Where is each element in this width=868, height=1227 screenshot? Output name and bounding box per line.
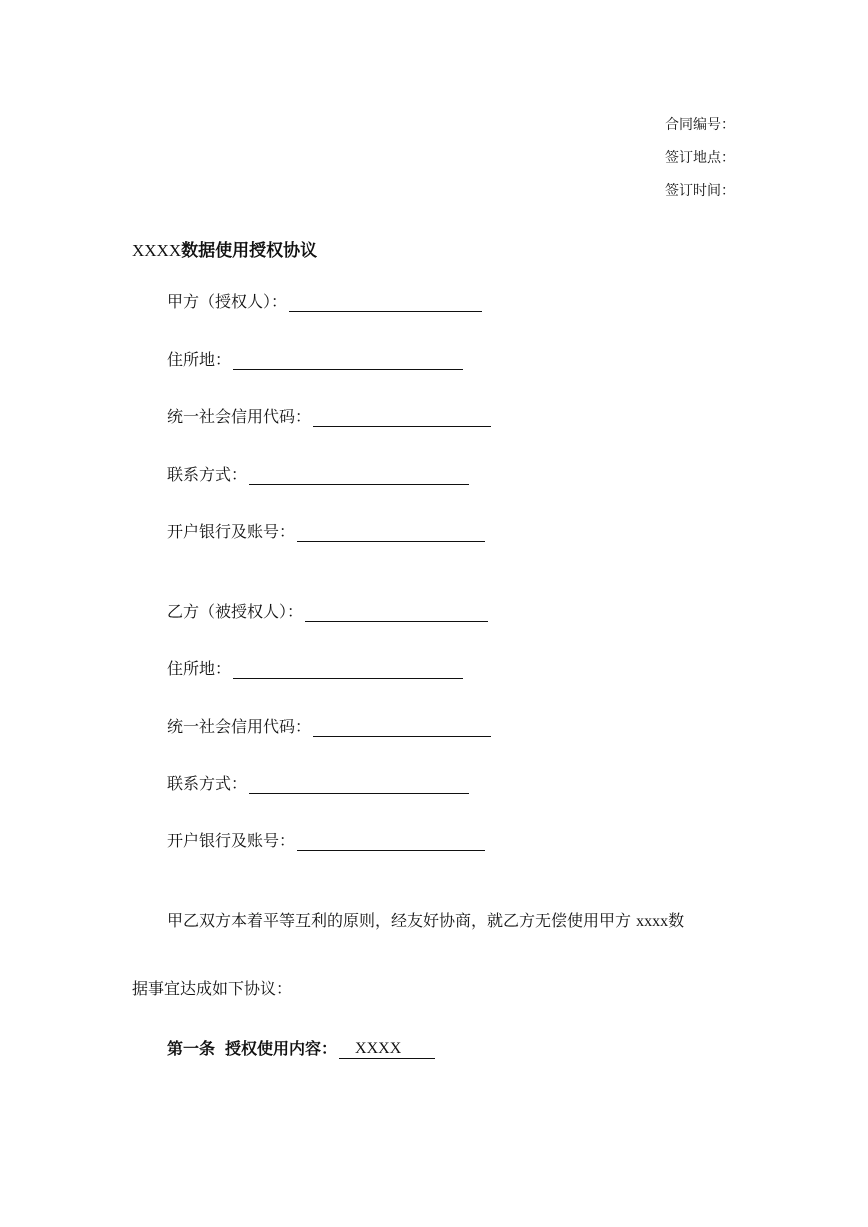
preamble-line-1-latin: xxxx	[636, 913, 669, 930]
party-b-address-field	[167, 659, 463, 679]
sign-place-label: 签订地点：	[665, 150, 735, 166]
party-b-name-blank[interactable]	[305, 604, 488, 622]
party-a-address-label: 住所地：	[167, 350, 232, 369]
article-1-label: 授权使用内容：	[225, 1039, 338, 1058]
article-1-value[interactable]: XXXX	[339, 1039, 435, 1059]
party-b-bank-label: 开户银行及账号：	[167, 831, 296, 850]
preamble-line-1	[167, 911, 684, 932]
preamble-line-1-end: 数	[668, 911, 685, 930]
party-b-address-blank[interactable]	[233, 661, 463, 679]
party-b-bank-blank[interactable]	[297, 833, 485, 851]
party-b-bank-field	[167, 831, 485, 851]
party-b-address-label: 住所地：	[167, 659, 232, 678]
party-a-name-blank[interactable]	[289, 294, 482, 312]
party-b-credit-code-field	[167, 717, 491, 737]
party-b-name-label: 乙方（被授权人）：	[167, 602, 304, 621]
sign-time-label: 签订时间：	[665, 183, 735, 199]
title-text: 数据使用授权协议	[181, 241, 318, 261]
preamble-line-2: 据事宜达成如下协议：	[132, 979, 293, 998]
contract-number-label: 合同编号：	[665, 117, 735, 133]
party-a-address-field	[167, 350, 463, 370]
party-a-bank-blank[interactable]	[297, 524, 485, 542]
party-b-credit-code-label: 统一社会信用代码：	[167, 717, 312, 736]
party-a-credit-code-label: 统一社会信用代码：	[167, 407, 312, 426]
party-b-contact-label: 联系方式：	[167, 774, 248, 793]
title-prefix: XXXX	[132, 241, 182, 260]
document-title	[132, 236, 317, 261]
party-b-contact-blank[interactable]	[249, 776, 469, 794]
preamble-line-1-text: 甲乙双方本着平等互利的原则，经友好协商，就乙方无偿使用甲方	[167, 911, 632, 930]
party-a-name-field	[167, 292, 482, 312]
article-1-number: 第一条	[167, 1039, 216, 1058]
party-a-contact-field	[167, 465, 469, 485]
party-a-address-blank[interactable]	[233, 352, 463, 370]
party-a-name-label: 甲方（授权人）：	[167, 292, 288, 311]
party-b-credit-code-blank[interactable]	[313, 719, 491, 737]
party-a-contact-blank[interactable]	[249, 467, 469, 485]
article-1	[167, 1036, 435, 1059]
party-a-bank-label: 开户银行及账号：	[167, 522, 296, 541]
party-a-bank-field	[167, 522, 485, 542]
party-a-contact-label: 联系方式：	[167, 465, 248, 484]
party-b-name-field	[167, 602, 488, 622]
party-a-credit-code-field	[167, 407, 491, 427]
party-a-credit-code-blank[interactable]	[313, 409, 491, 427]
party-b-contact-field	[167, 774, 469, 794]
